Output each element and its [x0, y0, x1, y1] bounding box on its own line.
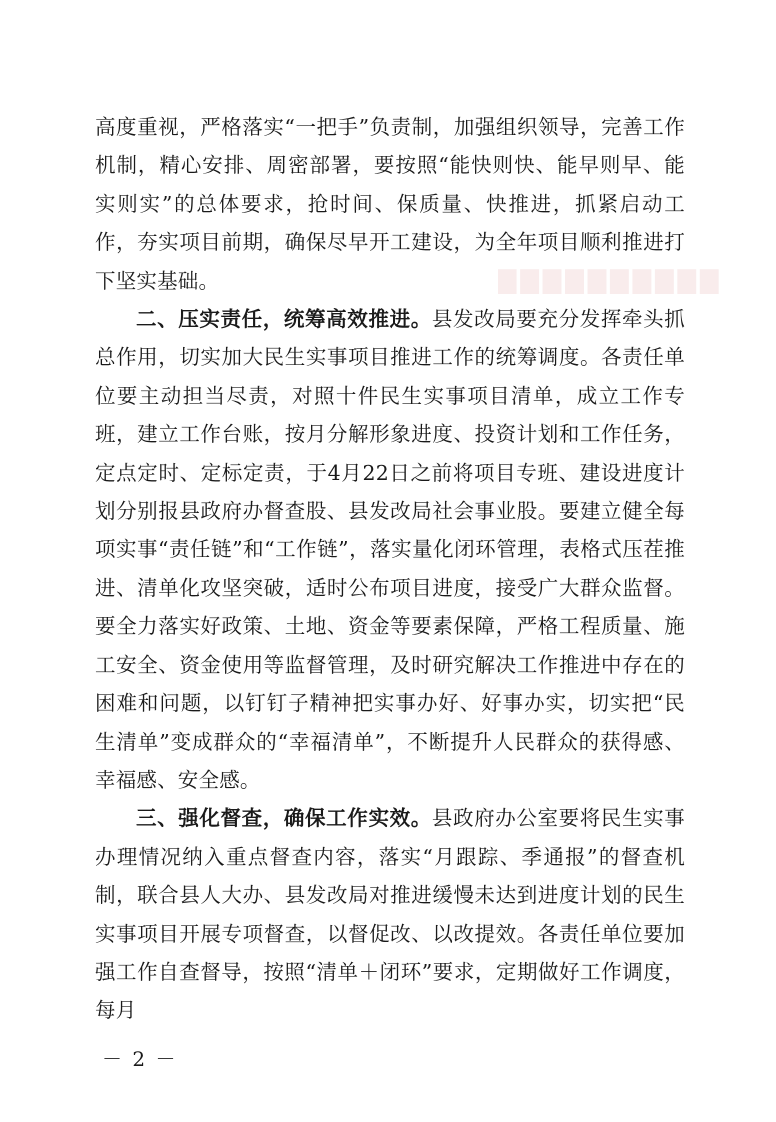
page-number: － 2 － — [102, 1047, 178, 1071]
paragraph-3 — [95, 799, 685, 1029]
paragraph-1-text: 高度重视，严格落实“一把手”负责制，加强组织领导，完善工作机制，精心安排、周密部署，要按照“能快则快、能早则早、能实则实”的总体要求，抢时间、保质量、快推进，抓紧启动工作，夯实项目前期，确保尽早开工建设，为全年项目顺利推进打下坚实基础。 — [95, 115, 685, 293]
paragraph-3-heading: 三、强化督查，确保工作实效。 — [136, 806, 432, 831]
paragraph-2 — [95, 300, 685, 799]
paragraph-1 — [95, 108, 685, 300]
paragraph-2-heading: 二、压实责任，统筹高效推进。 — [136, 307, 432, 332]
document-body — [95, 108, 685, 1030]
seal-bleed-through: ▇▇▇▇▇▇▇▇▇▇ — [498, 266, 723, 294]
paragraph-3-text: 县政府办公室要将民生实事办理情况纳入重点督查内容，落实“月跟踪、季通报”的督查机制，联合县人大办、县发改局对推进缓慢未达到进度计划的民生实事项目开展专项督查，以督促改、以改提效。各责任单位要加强工作自查督导，按照“清单＋闭环”要求，定期做好工作调度，每月 — [95, 806, 685, 1023]
paragraph-2-text: 县发改局要充分发挥牵头抓总作用，切实加大民生实事项目推进工作的统筹调度。各责任单位要主动担当尽责，对照十件民生实事项目清单，成立工作专班，建立工作台账，按月分解形象进度、投资计划和工作任务，定点定时、定标定责，于4月22日之前将项目专班、建设进度计划分别报县政府办督查股、县发改局社会事业股。要建立健全每项实事“责任链”和“工作链”，落实量化闭环管理，表格式压茬推进、清单化攻坚突破，适时公布项目进度，接受广大群众监督。要全力落实好政策、土地、资金等要素保障，严格工程质量、施工安全、资金使用等监督管理，及时研究解决工作推进中存在的困难和问题，以钉钉子精神把实事办好、好事办实，切实把“民生清单”变成群众的“幸福清单”，不断提升人民群众的获得感、幸福感、安全感。 — [95, 307, 685, 792]
